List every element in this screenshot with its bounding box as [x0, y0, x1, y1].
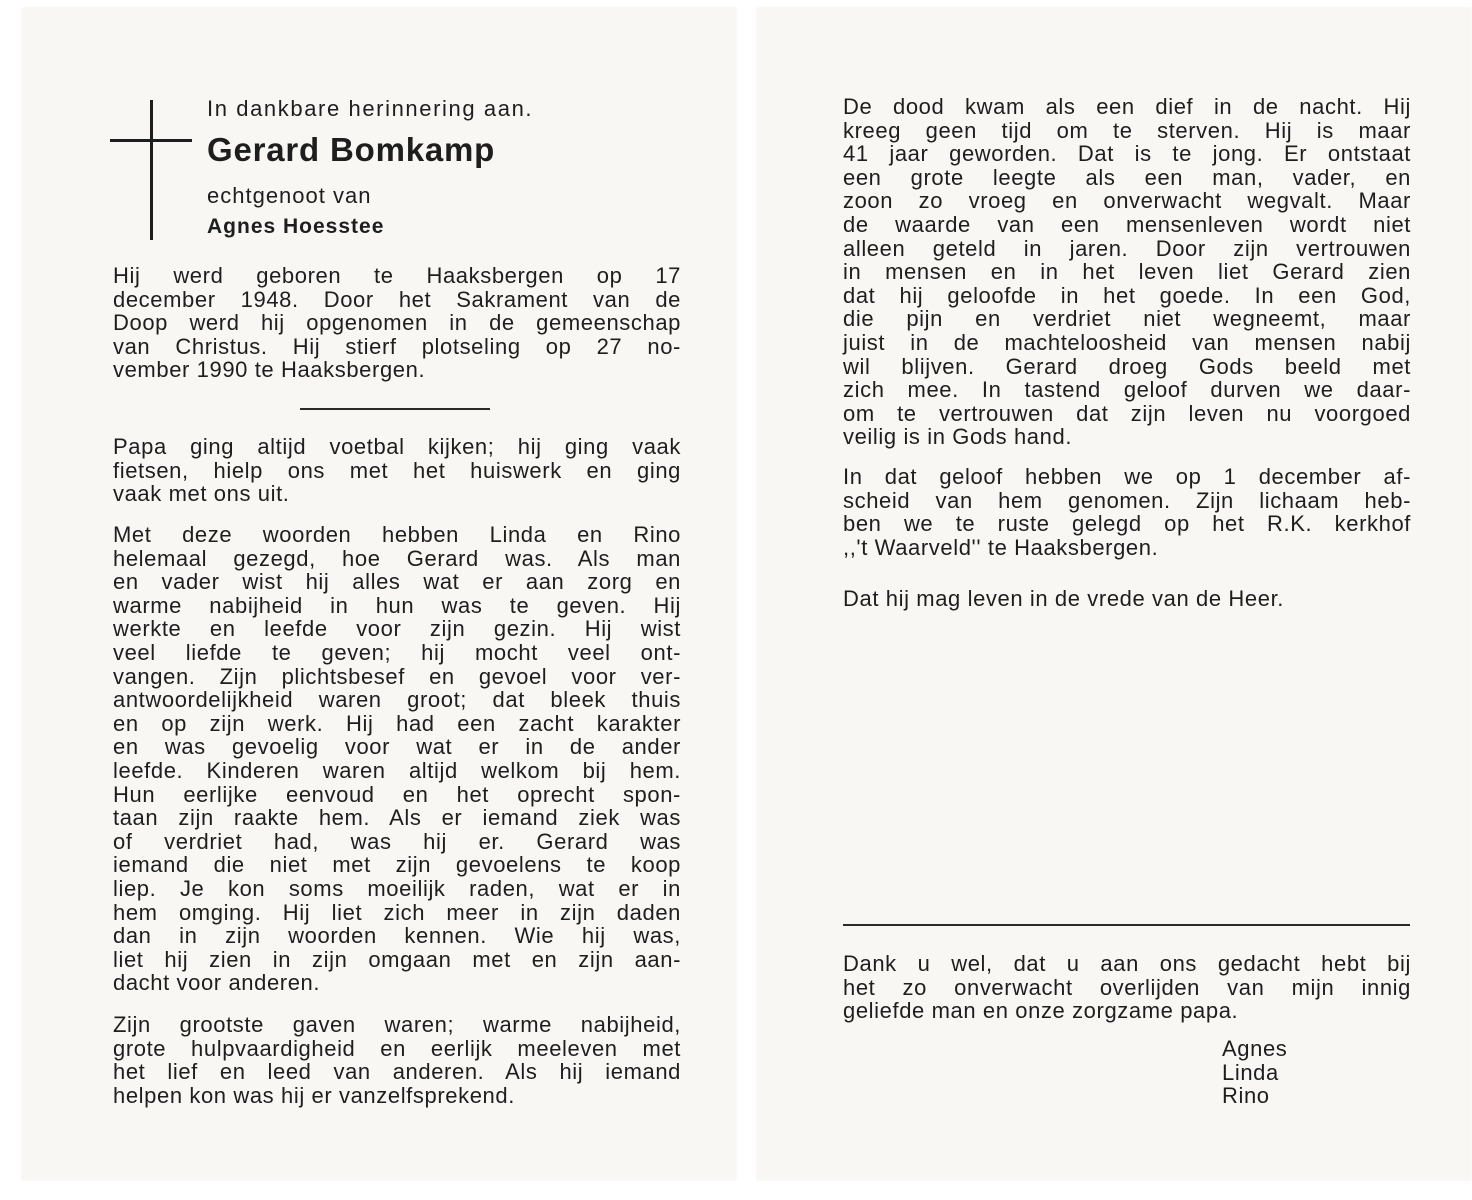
text-line: werkte en leefde voor zijn gezin. Hij wist [113, 616, 681, 642]
text-line: zich mee. In tastend geloof durven we daar- [843, 377, 1411, 403]
text-line: dacht voor anderen. [113, 970, 321, 996]
deceased-name: Gerard Bomkamp [207, 131, 496, 168]
text-line: alleen geteld in jaren. Door zijn vertrouwen [843, 235, 1411, 261]
text-line: Hij werd geboren te Haaksbergen op 17 [113, 263, 681, 288]
signatures [1222, 1037, 1287, 1108]
text-line: grote hulpvaardigheid en eerlijk meeleven met [113, 1035, 681, 1061]
text-line: Dat hij mag leven in de vrede van de Heer. [843, 586, 1284, 611]
text-line: Papa ging altijd voetbal kijken; hij ging vaak [113, 434, 681, 459]
text-line: 41 jaar geworden. Dat is te jong. Er ontstaat [843, 141, 1411, 167]
text-line: taan zijn raakte hem. Als er iemand ziek was [113, 805, 681, 831]
text-line: zoon zo vroeg en onverwacht wegvalt. Maar [843, 188, 1411, 214]
text-line: vember 1990 te Haaksbergen. [113, 357, 426, 383]
text-line: de waarde van een mensenleven wordt niet [843, 211, 1411, 237]
text-line: scheid van hem genomen. Zijn lichaam heb- [843, 487, 1411, 513]
signature-name: Linda [1222, 1059, 1279, 1085]
relation-text: echtgenoot van [207, 183, 372, 208]
text-line: een grote leegte als een man, vader, en [843, 164, 1411, 190]
text-line: en vader wist hij alles wat er aan zorg en [113, 569, 681, 595]
text-line: Hun eerlijke eenvoud en het oprecht spon- [113, 781, 681, 807]
text-line: om te vertrouwen dat zijn leven nu voorgoed [843, 400, 1411, 426]
text-line: fietsen, hielp ons met het huiswerk en ging [113, 457, 681, 483]
text-line: iemand die niet met zijn gevoelens te koop [113, 852, 681, 878]
paragraph-death [843, 95, 1411, 449]
text-line: liep. Je kon soms moeilijk raden, wat er in [113, 875, 681, 901]
text-line: het lief en leed van anderen. Als hij iemand [113, 1059, 681, 1085]
text-line: wil blijven. Gerard droeg Gods beeld met [843, 353, 1411, 379]
paragraph-funeral [843, 465, 1411, 559]
text-line: hem omging. Hij liet zich meer in zijn daden [113, 899, 681, 925]
text-line: helemaal gezegd, hoe Gerard was. Als man [113, 545, 681, 571]
text-line: Dank u wel, dat u aan ons gedacht hebt bij [843, 951, 1411, 976]
text-line: die pijn en verdriet niet wegneemt, maar [843, 306, 1411, 332]
paragraph-thanks [843, 952, 1411, 1023]
text-line: dan in zijn woorden kennen. Wie hij was, [113, 923, 681, 949]
cross-icon-bar [110, 139, 192, 142]
divider [300, 408, 490, 410]
text-line: warme nabijheid in hun was te geven. Hij [113, 592, 681, 618]
intro-text: In dankbare herinnering aan. [207, 96, 534, 121]
cross-icon [150, 100, 153, 240]
divider [843, 924, 1410, 926]
signature-name: Agnes [1222, 1036, 1288, 1061]
text-line: en was gevoelig voor wat er in de ander [113, 734, 681, 760]
text-line: of verdriet had, was hij er. Gerard was [113, 828, 681, 854]
text-line: Zijn grootste gaven waren; warme nabijheid, [113, 1012, 681, 1037]
paragraph-character [113, 523, 681, 995]
text-line: het zo onverwacht overlijden van mijn innig [843, 974, 1411, 1000]
text-line: Doop werd hij opgenomen in de gemeenschap [113, 310, 681, 336]
text-line: dat hij geloofde in het goede. In een God, [843, 282, 1411, 308]
text-line: veilig is in Gods hand. [843, 424, 1073, 450]
text-line: juist in de machteloosheid van mensen nabij [843, 329, 1411, 355]
text-line: en op zijn werk. Hij had een zacht karakter [113, 710, 681, 736]
text-line: vangen. Zijn plichtsbesef en gevoel voor ver- [113, 663, 681, 689]
text-line: kreeg geen tijd om te sterven. Hij is maar [843, 117, 1411, 143]
text-line: van Christus. Hij stierf plotseling op 27 no- [113, 333, 681, 359]
paragraph-birth [113, 264, 681, 382]
text-line: geliefde man en onze zorgzame papa. [843, 998, 1239, 1024]
signature-name: Rino [1222, 1083, 1270, 1109]
text-line: Met deze woorden hebben Linda en Rino [113, 522, 681, 547]
text-line: helpen kon was hij er vanzelfsprekend. [113, 1082, 515, 1108]
text-line: vaak met ons uit. [113, 481, 290, 507]
text-line: liet hij zien in zijn omgaan met en zijn aan- [113, 946, 681, 972]
text-line: De dood kwam als een dief in de nacht. Hij [843, 94, 1411, 119]
text-line: veel liefde te geven; hij mocht veel ont- [113, 639, 681, 665]
text-line: leefde. Kinderen waren altijd welkom bij hem. [113, 757, 681, 783]
text-line: ben we te ruste gelegd op het R.K. kerkhof [843, 511, 1411, 537]
text-line: antwoordelijkheid waren groot; dat bleek thuis [113, 687, 681, 713]
paragraph-gifts [113, 1013, 681, 1107]
text-line: ,,'t Waarveld'' te Haaksbergen. [843, 534, 1159, 560]
text-line: in mensen en in het leven liet Gerard zien [843, 259, 1411, 285]
paragraph-papa [113, 435, 681, 506]
paragraph-blessing [843, 587, 1411, 611]
text-line: december 1948. Door het Sakrament van de [113, 286, 681, 312]
text-line: In dat geloof hebben we op 1 december af- [843, 464, 1411, 489]
spouse-name: Agnes Hoesstee [207, 215, 385, 238]
